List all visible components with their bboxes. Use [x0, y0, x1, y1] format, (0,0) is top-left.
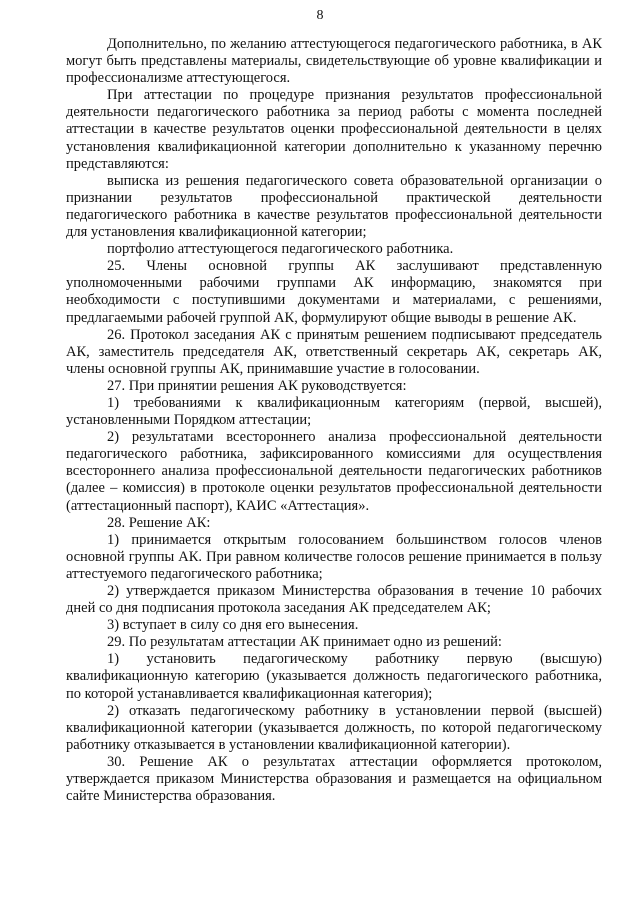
paragraph-council-extract: выписка из решения педагогического совета образовательной организации о признании результатов профессиональной практической деятельности педагогического работника в качестве результатов профессиональной деятельности для установления квалификационной категории;	[66, 172, 602, 241]
document-body	[66, 36, 602, 805]
paragraph-item-29: 29. По результатам аттестации АК принимает одно из решений:	[107, 634, 502, 651]
paragraph-item-27: 27. При принятии решения АК руководствуется:	[107, 377, 407, 394]
paragraph-item-28-2: 2) утверждается приказом Министерства образования в течение 10 рабочих дней со дня подписания протокола заседания АК председателем АК;	[66, 583, 602, 617]
paragraph-item-28-1: 1) принимается открытым голосованием большинством голосов членов основной группы АК. При равном количестве голосов решение принимается в пользу аттестуемого педагогического работника;	[66, 531, 602, 582]
paragraph-item-26: 26. Протокол заседания АК с принятым решением подписывают председатель АК, заместитель председателя АК, ответственный секретарь АК, секретарь АК, члены основной группы АК, принимавшие участие в голосовании.	[66, 326, 602, 377]
paragraph-recognition-procedure: При аттестации по процедуре признания результатов профессиональной деятельности педагогического работника за период работы с момента последней аттестации в качестве результатов оценки профессиональной деятельности в целях установления квалификационной категории дополнительно к указанному перечню представляются:	[66, 87, 602, 172]
paragraph-item-27-2: 2) результатами всестороннего анализа профессиональной деятельности педагогического работника, зафиксированного комиссиями для осуществления всестороннего анализа профессиональной деятельности педагогических работников (далее – комиссия) в протоколе оценки результатов профессиональной деятельности (аттестационный паспорт), КАИС «Аттестация».	[66, 429, 602, 514]
paragraph-item-27-1: 1) требованиями к квалификационным категориям (первой, высшей), установленными Порядком аттестации;	[66, 394, 602, 429]
paragraph-item-25: 25. Члены основной группы АК заслушивают представленную уполномоченными рабочими группами АК информацию, знакомятся при необходимости с поступившими документами и материалами, с решениями, предлагаемыми рабочей группой АК, формулируют общие выводы в решение АК.	[66, 258, 602, 326]
paragraph-item-30: 30. Решение АК о результатах аттестации оформляется протоколом, утверждается приказом Министерства образования и размещается на официальном сайте Министерства образования.	[66, 753, 602, 805]
paragraph-item-28-3: 3) вступает в силу со дня его вынесения.	[107, 617, 359, 634]
paragraph-item-29-1: 1) установить педагогическому работнику первую (высшую) квалификационную категорию (указывается должность педагогического работника, по которой устанавливается квалификационная категория);	[66, 651, 602, 702]
paragraph-item-29-2: 2) отказать педагогическому работнику в установлении первой (высшей) квалификационной категории (указывается должность, по которой педагогическому работнику отказывается в установлении квалификационной категории).	[66, 702, 602, 753]
paragraph-item-28: 28. Решение АК:	[107, 514, 211, 531]
paragraph-portfolio: портфолио аттестующегося педагогического работника.	[107, 241, 454, 258]
paragraph-additional-materials: Дополнительно, по желанию аттестующегося педагогического работника, в АК могут быть представлены материалы, свидетельствующие об уровне квалификации и профессионализме аттестующегося.	[66, 36, 602, 87]
page-number: 8	[316, 8, 324, 23]
